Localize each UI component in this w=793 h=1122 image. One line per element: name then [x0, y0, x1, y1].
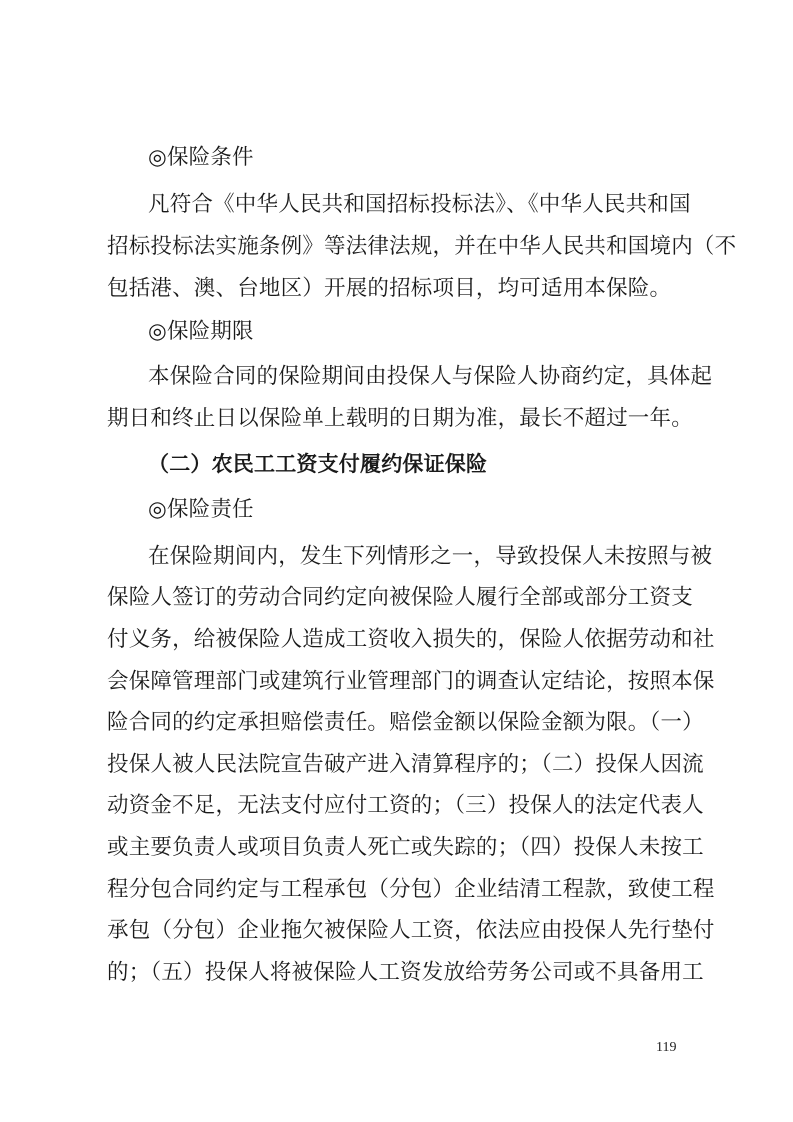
liability-paragraph-line-8: 或主要负责人或项目负责人死亡或失踪的；（四）投保人未按工	[107, 835, 704, 860]
liability-paragraph-line-7: 动资金不足，无法支付应付工资的；（三）投保人的法定代表人	[107, 793, 704, 818]
liability-paragraph-line-10: 承包（分包）企业拖欠被保险人工资，依法应由投保人先行垫付	[107, 918, 715, 943]
period-paragraph-line-2: 期日和终止日以保险单上载明的日期为准，最长不超过一年。	[107, 406, 693, 431]
conditions-paragraph-line-3: 包括港、澳、台地区）开展的招标项目，均可适用本保险。	[107, 276, 672, 301]
conditions-paragraph-line-2: 招标投标法实施条例》等法律法规，并在中华人民共和国境内（不	[107, 234, 737, 259]
liability-paragraph-line-4: 会保障管理部门或建筑行业管理部门的调查认定结论，按照本保	[107, 669, 715, 694]
section-heading-insurance-period: ◎保险期限	[148, 319, 254, 344]
page-number: 119	[656, 1040, 677, 1055]
product-title-migrant-wage-bond: （二）农民工工资支付履约保证保险	[148, 452, 488, 476]
period-paragraph-line-1: 本保险合同的保险期间由投保人与保险人协商约定，具体起	[148, 364, 713, 389]
liability-paragraph-line-1: 在保险期间内，发生下列情形之一，导致投保人未按照与被	[148, 544, 713, 569]
liability-paragraph-line-9: 程分包合同约定与工程承包（分包）企业结清工程款，致使工程	[107, 877, 715, 902]
liability-paragraph-line-3: 付义务，给被保险人造成工资收入损失的，保险人依据劳动和社	[107, 627, 715, 652]
conditions-paragraph-line-1: 凡符合《中华人民共和国招标投标法》、《中华人民共和国	[148, 192, 691, 217]
liability-paragraph-line-11: 的；（五）投保人将被保险人工资发放给劳务公司或不具备用工	[107, 960, 704, 985]
liability-paragraph-line-5: 险合同的约定承担赔偿责任。赔偿金额以保险金额为限。（一）	[107, 710, 704, 735]
section-heading-insurance-liability: ◎保险责任	[148, 497, 254, 522]
section-heading-insurance-conditions: ◎保险条件	[148, 145, 254, 170]
liability-paragraph-line-6: 投保人被人民法院宣告破产进入清算程序的；（二）投保人因流	[107, 752, 704, 777]
liability-paragraph-line-2: 保险人签订的劳动合同约定向被保险人履行全部或部分工资支	[107, 585, 693, 610]
